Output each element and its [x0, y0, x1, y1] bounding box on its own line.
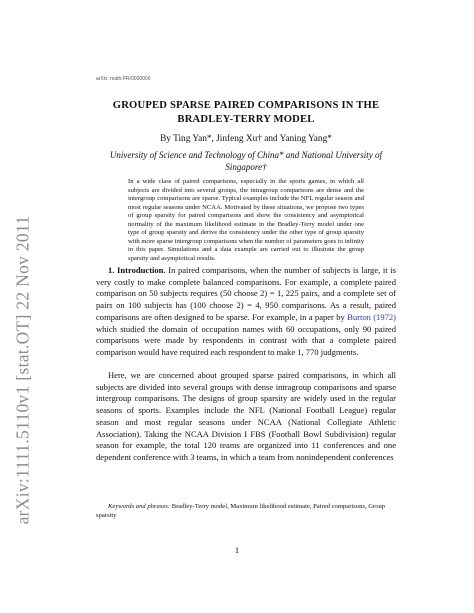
- title-line-1: GROUPED SPARSE PAIRED COMPARISONS IN THE: [112, 100, 380, 111]
- affiliation: University of Science and Technology of China* and National University of Singapore†: [109, 150, 383, 172]
- keywords-text: Bradley-Terry model, Maximum likelihood estimate, Paired comparisons, Group sparsity: [96, 503, 386, 519]
- abstract: In a wide class of paired comparisons, especially in the sports games, in which all subjects are divided into several groups, the intragroup comparisons are dense and the intergroup comparisons are sparse. Typical examples include the NFL regular season and most regular seasons under NCAA. Motivated by these situations, we propose two types of group sparsity for paired comparisons and show the consistency and asymptotical normality of the maximum likelihood estimate in the Bradley-Terry model under one type of group sparsity and derive the consistency under the other type of group sparsity with more sparse intergroup comparisons when the number of parameters goes to infinity in this paper. Simulations and a data example are carried out to illustrate the group sparsity and asymptotical results.: [128, 178, 364, 262]
- journal-header-note: arXiv: math.PR/0000000: [96, 76, 151, 82]
- author-list: By Ting Yan*, Jinfeng Xu† and Yaning Yang*: [160, 134, 332, 144]
- paragraph-text: which studied the domain of occupation names with 60 occupations, only 90 paired comparisons were made by respondents in contrast with that a complete paired comparison would have required each respondent to make 1, 770 judgments.: [96, 323, 396, 357]
- keywords-footnote: [96, 503, 396, 520]
- citation-link[interactable]: Burton (1972): [347, 311, 396, 322]
- paragraph-text: In paired comparisons, when the number of subjects is large, it is very costly to make complete balanced comparisons. For example, a complete paired comparison on 50 subjects requires (50 choose 2) = 1, 225 pairs, and a complete set of pairs on 100 subjects has (100 choose 2) = 4, 950 comparisons. As a result, paired comparisons are often designed to be sparse. For example, in a paper by: [96, 265, 396, 322]
- intro-paragraph-2: Here, we are concerned about grouped sparse paired comparisons, in which all subjects are divided into several groups with dense intragroup comparisons and sparse intergroup comparisons. The designs of group sparsity are widely used in the regular seasons of sports. Examples include the NFL (National Football League) regular season and most regular seasons under NCAA (National Collegiate Athletic Association). Taking the NCAA Division I FBS (Football Bowl Subdivision) regular season for example, the total 120 teams are organized into 11 conferences and one dependent conference with 3 teams, in which a team from nonindependent conferences: [96, 370, 396, 462]
- paper-title: [84, 99, 408, 126]
- title-line-2: BRADLEY-TERRY MODEL: [177, 113, 315, 125]
- section-heading: 1. Introduction.: [108, 265, 166, 275]
- arxiv-identifier: arXiv:1111.5110v1 [stat.OT] 22 Nov 2011: [12, 215, 33, 525]
- page-number: 1: [234, 545, 240, 555]
- arxiv-sidebar-stamp: [10, 150, 36, 590]
- keywords-label: Keywords and phrases:: [108, 503, 171, 510]
- intro-paragraph-1: [96, 265, 396, 359]
